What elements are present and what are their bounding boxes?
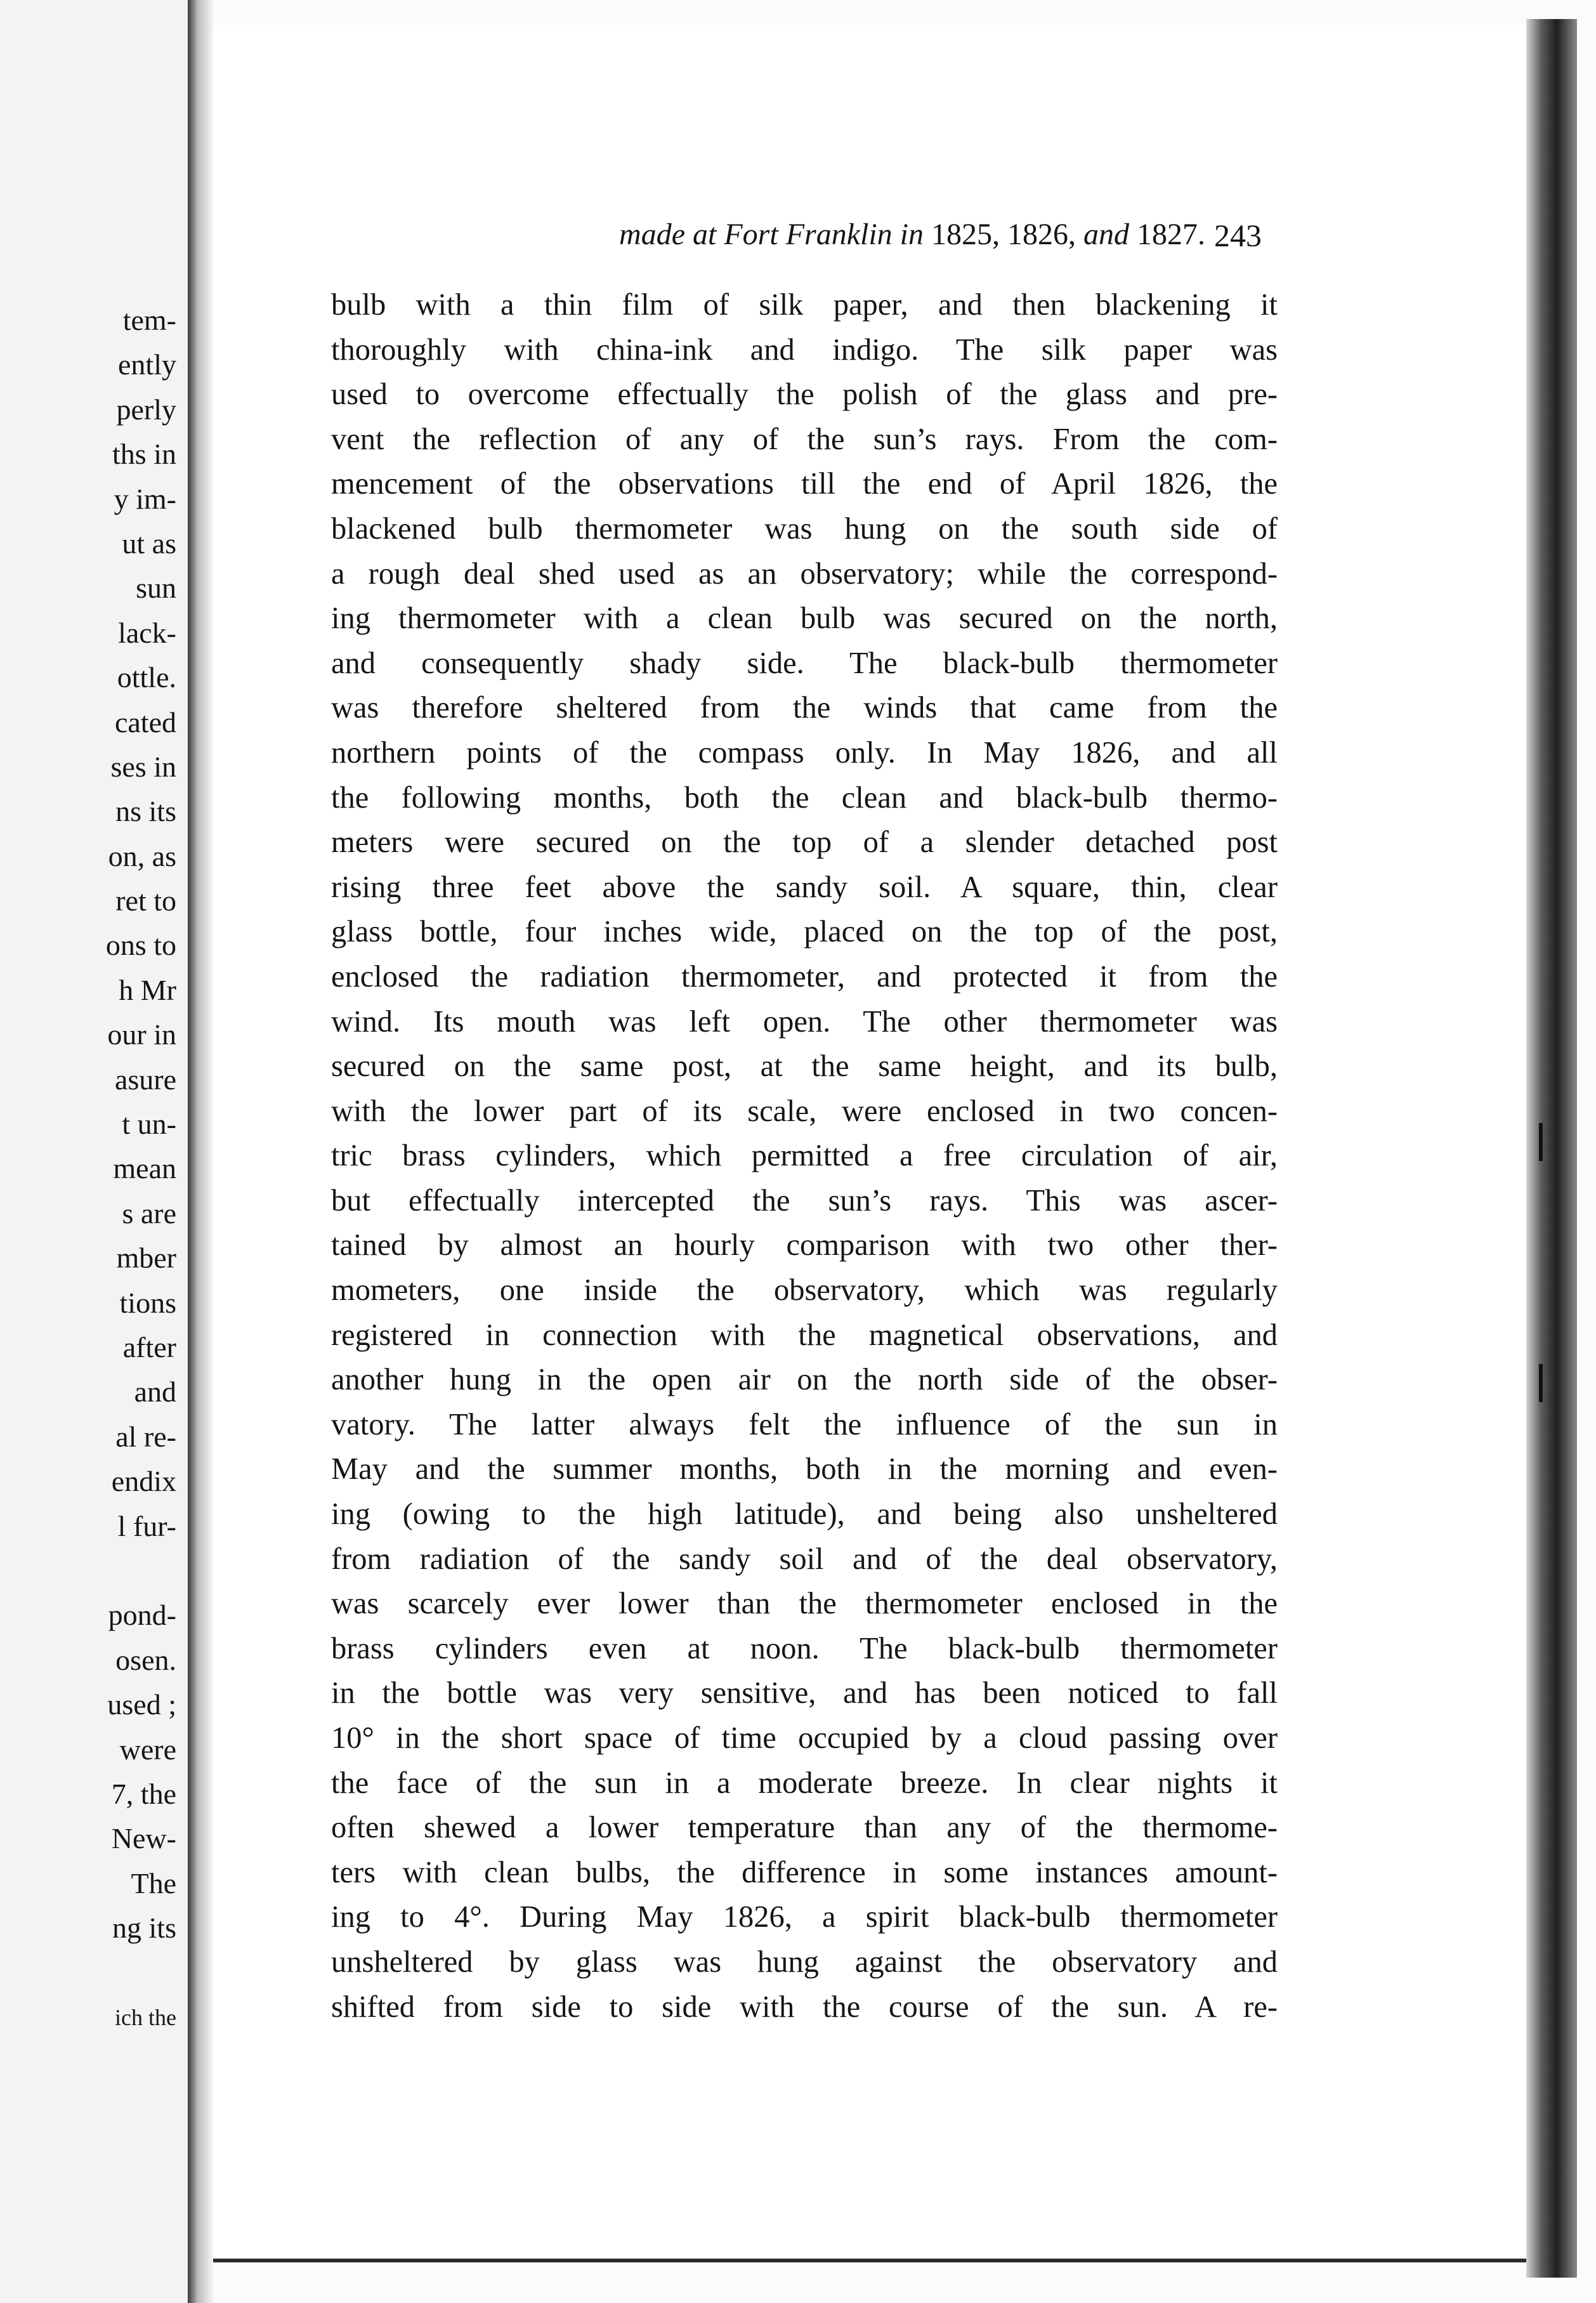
left-page-fragment: ses in (110, 750, 176, 783)
running-head-prefix: made at Fort Franklin in (619, 218, 924, 251)
text-line: with the lower part of its scale, were enclosed in two concen- (331, 1094, 1278, 1128)
left-page-fragment: h Mr (119, 973, 176, 1006)
left-page-fragment (106, 1950, 176, 1995)
left-page-fragment: lack- (118, 616, 176, 649)
left-page-fragment: ret to (115, 884, 176, 917)
text-line: 10° in the short space of time occupied by a cloud passing over (331, 1721, 1278, 1755)
gutter-shadow (188, 0, 213, 2303)
left-page-fragment: ottle. (117, 661, 176, 694)
edge-mark (1539, 1123, 1543, 1161)
text-line: mometers, one inside the observatory, which was regularly (331, 1273, 1278, 1308)
text-line: meters were secured on the top of a slender detached post (331, 825, 1278, 860)
left-page-fragment: tions (119, 1286, 176, 1319)
text-line: thoroughly with china-ink and indigo. The silk paper was (331, 332, 1278, 367)
left-page-fragment: on, as (108, 839, 176, 872)
left-page-edge (0, 0, 193, 2303)
text-line: rising three feet above the sandy soil. A square, thin, clear (331, 870, 1278, 904)
text-line: from radiation of the sandy soil and of the deal observatory, (331, 1542, 1278, 1576)
left-page-fragment: perly (116, 393, 176, 426)
left-page-fragment: 7, the (111, 1777, 176, 1810)
page-stack-edge (1526, 19, 1577, 2278)
left-page-fragment: ich the (115, 2004, 176, 2030)
text-line: the following months, both the clean and black-bulb thermo- (331, 780, 1278, 815)
text-line: shifted from side to side with the course of the sun. A re- (331, 1990, 1278, 2024)
left-page-fragment: l fur- (117, 1509, 176, 1542)
left-page-fragment: and (134, 1375, 176, 1408)
text-line: mencement of the observations till the end of April 1826, the (331, 467, 1278, 501)
left-page-fragment: y im- (114, 482, 176, 515)
text-line: ing thermometer with a clean bulb was secured on the north, (331, 601, 1278, 636)
text-line: a rough deal shed used as an observatory; while the correspond- (331, 556, 1278, 591)
left-page-fragment: New- (111, 1822, 176, 1855)
text-line: northern points of the compass only. In May 1826, and all (331, 735, 1278, 770)
text-line: tric brass cylinders, which permitted a free circulation of air, (331, 1139, 1278, 1173)
left-page-fragment: ns its (115, 795, 176, 828)
left-page-fragment: asure (114, 1063, 176, 1096)
text-line: often shewed a lower temperature than any of the thermome- (331, 1811, 1278, 1845)
left-page-fragment: our in (107, 1018, 176, 1051)
left-page-fragment: cated (114, 705, 176, 738)
left-page-fragment: The (131, 1867, 176, 1899)
text-line: another hung in the open air on the north side of the obser- (331, 1363, 1278, 1397)
text-line: the face of the sun in a moderate breeze. In clear nights it (331, 1766, 1278, 1800)
text-line: enclosed the radiation thermometer, and protected it from the (331, 959, 1278, 994)
left-page-fragment: tem- (122, 304, 176, 336)
page-number: 243 (1214, 218, 1262, 253)
left-page-fragment: endix (111, 1465, 176, 1498)
text-line: registered in connection with the magnetical observations, and (331, 1318, 1278, 1352)
text-line: ters with clean bulbs, the difference in some instances amount- (331, 1855, 1278, 1889)
left-page-fragment: mber (116, 1242, 176, 1275)
text-line: ing (owing to the high latitude), and being also unsheltered (331, 1497, 1278, 1532)
left-page-fragment: ons to (105, 929, 176, 962)
text-line: bulb with a thin film of silk paper, and then blackening it (331, 288, 1278, 322)
text-line: brass cylinders even at noon. The black-bulb thermometer (331, 1631, 1278, 1665)
left-page-fragment: ently (118, 348, 176, 381)
text-line: tained by almost an hourly comparison with two other ther- (331, 1228, 1278, 1263)
left-page-fragment: were (119, 1733, 176, 1766)
left-page-fragment: s are (122, 1197, 176, 1230)
text-line: used to overcome effectually the polish of the glass and pre- (331, 377, 1278, 412)
left-page-fragment: mean (113, 1152, 176, 1185)
text-line: May and the summer months, both in the morning and even- (331, 1452, 1278, 1486)
text-line: ing to 4°. During May 1826, a spirit black-bulb thermometer (331, 1900, 1278, 1934)
left-page-fragment: sun (136, 572, 176, 605)
body-text (331, 283, 1278, 2030)
edge-mark (1539, 1364, 1543, 1402)
running-head-conjunction: and (1083, 218, 1129, 251)
left-page-fragment: ng its (112, 1912, 176, 1945)
text-line: unsheltered by glass was hung against the observatory and (331, 1945, 1278, 1979)
running-head-years: 1825, 1826, (931, 218, 1076, 251)
text-line: was therefore sheltered from the winds that came from the (331, 691, 1278, 725)
text-line: but effectually intercepted the sun’s rays. This was ascer- (331, 1183, 1278, 1217)
text-line: vent the reflection of any of the sun’s rays. From the com- (331, 422, 1278, 456)
text-line: blackened bulb thermometer was hung on the south side of (331, 511, 1278, 546)
text-line: wind. Its mouth was left open. The other thermometer was (331, 1004, 1278, 1039)
text-line: secured on the same post, at the same height, and its bulb, (331, 1049, 1278, 1084)
running-head-last-year: 1827. (1137, 218, 1205, 251)
left-page-fragment: used ; (107, 1688, 176, 1721)
text-line: in the bottle was very sensitive, and has been noticed to fall (331, 1676, 1278, 1710)
left-page-fragment: t un- (122, 1108, 176, 1141)
left-page-fragment (106, 1549, 176, 1593)
left-page-fragment: ut as (122, 527, 176, 560)
text-line: and consequently shady side. The black-bulb thermometer (331, 646, 1278, 680)
text-line: vatory. The latter always felt the influence of the sun in (331, 1407, 1278, 1441)
left-page-fragment: osen. (115, 1643, 176, 1676)
left-page-fragment: al re- (115, 1420, 176, 1453)
left-page-fragment: ths in (112, 438, 176, 471)
text-line: glass bottle, four inches wide, placed on the top of the post, (331, 915, 1278, 949)
left-page-text-fragments (106, 298, 176, 2040)
running-head (419, 217, 1205, 252)
left-page-fragment: pond- (108, 1599, 176, 1632)
text-line: was scarcely ever lower than the thermometer enclosed in the (331, 1587, 1278, 1621)
left-page-fragment: after (122, 1330, 176, 1363)
